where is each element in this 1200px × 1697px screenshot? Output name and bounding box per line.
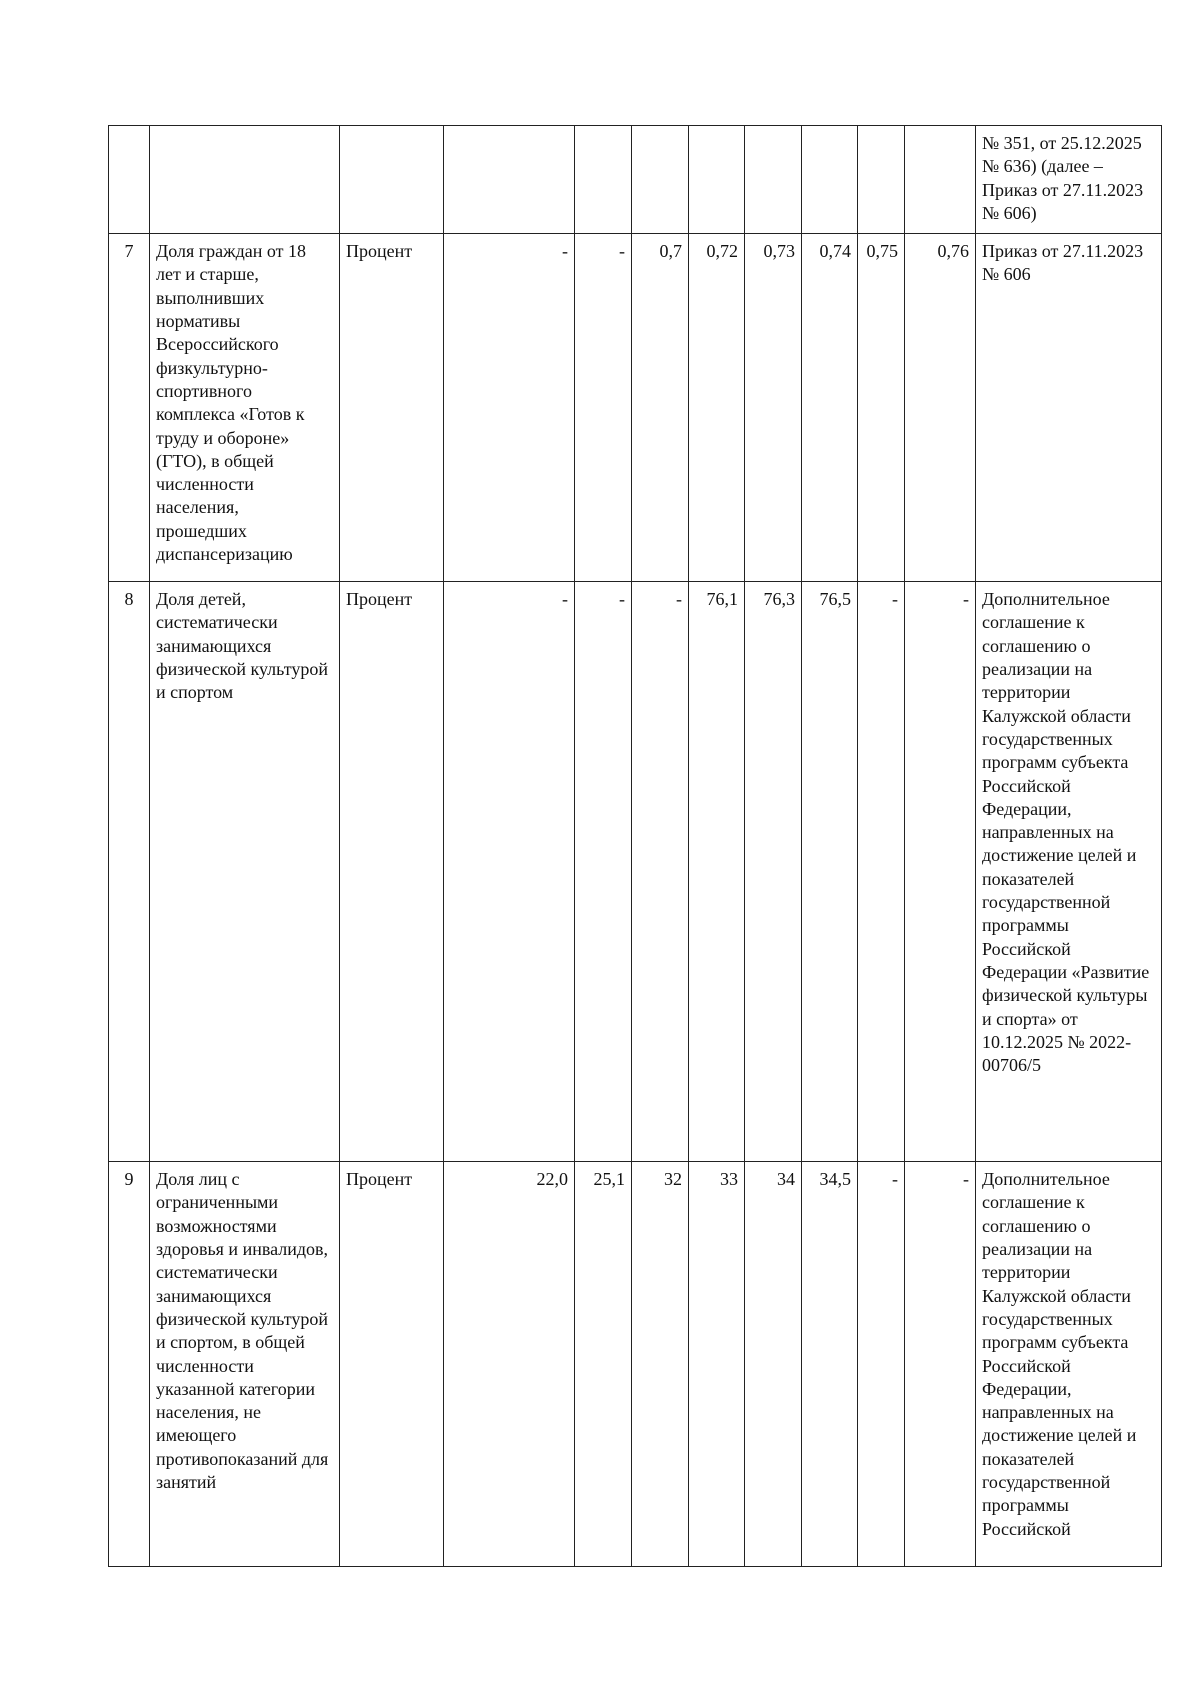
cell-num: 8 [109, 582, 150, 1162]
cell-value: 32 [632, 1162, 689, 1567]
cell-value [632, 126, 689, 234]
cell-value: 76,5 [802, 582, 858, 1162]
cell-unit: Процент [340, 582, 444, 1162]
cell-unit: Процент [340, 234, 444, 582]
cell-unit: Процент [340, 1162, 444, 1567]
cell-value: 25,1 [575, 1162, 632, 1567]
cell-value: 76,1 [689, 582, 745, 1162]
cell-value [444, 126, 575, 234]
table-row-continuation [109, 126, 1162, 234]
table-row [109, 582, 1162, 1162]
cell-name: Доля лиц с ограниченными возможностями здоровья и инвалидов, систематически занимающихся физической культурой и спортом, в общей численности указанной категории населения, не имеющего противопоказаний для занятий [150, 1162, 340, 1567]
cell-value: 22,0 [444, 1162, 575, 1567]
cell-name: Доля детей, систематически занимающихся физической культурой и спортом [150, 582, 340, 1162]
cell-value: - [575, 582, 632, 1162]
cell-num [109, 126, 150, 234]
cell-source: № 351, от 25.12.2025 № 636) (далее – Приказ от 27.11.2023 № 606) [976, 126, 1162, 234]
table-row [109, 1162, 1162, 1567]
cell-num: 9 [109, 1162, 150, 1567]
cell-name [150, 126, 340, 234]
cell-unit [340, 126, 444, 234]
cell-value: 0,72 [689, 234, 745, 582]
table-row [109, 234, 1162, 582]
cell-value: - [905, 1162, 976, 1567]
cell-value: 0,74 [802, 234, 858, 582]
cell-value [905, 126, 976, 234]
cell-value: 34,5 [802, 1162, 858, 1567]
cell-value: 0,73 [745, 234, 802, 582]
cell-num: 7 [109, 234, 150, 582]
cell-value: - [575, 234, 632, 582]
cell-value [745, 126, 802, 234]
cell-value: - [632, 582, 689, 1162]
cell-source: Дополнительное соглашение к соглашению о реализации на территории Калужской области государственных программ субъекта Российской Федерации, направленных на достижение целей и показателей государственной программы Российской [976, 1162, 1162, 1567]
cell-value: - [444, 234, 575, 582]
cell-value [802, 126, 858, 234]
cell-value: 34 [745, 1162, 802, 1567]
cell-source: Дополнительное соглашение к соглашению о реализации на территории Калужской области государственных программ субъекта Российской Федерации, направленных на достижение целей и показателей государственной программы Российской Федерации «Развитие физической культуры и спорта» от 10.12.2025 № 2022-00706/5 [976, 582, 1162, 1162]
cell-name: Доля граждан от 18 лет и старше, выполнивших нормативы Всероссийского физкультурно-спортивного комплекса «Готов к труду и обороне» (ГТО), в общей численности населения, прошедших диспансеризацию [150, 234, 340, 582]
cell-value [575, 126, 632, 234]
indicators-table [108, 125, 1162, 1567]
cell-source: Приказ от 27.11.2023 № 606 [976, 234, 1162, 582]
cell-value: - [858, 1162, 905, 1567]
cell-value [858, 126, 905, 234]
cell-value: 0,7 [632, 234, 689, 582]
cell-value [689, 126, 745, 234]
cell-value: - [905, 582, 976, 1162]
cell-value: - [444, 582, 575, 1162]
cell-value: 33 [689, 1162, 745, 1567]
cell-value: 0,76 [905, 234, 976, 582]
cell-value: - [858, 582, 905, 1162]
cell-value: 76,3 [745, 582, 802, 1162]
cell-value: 0,75 [858, 234, 905, 582]
